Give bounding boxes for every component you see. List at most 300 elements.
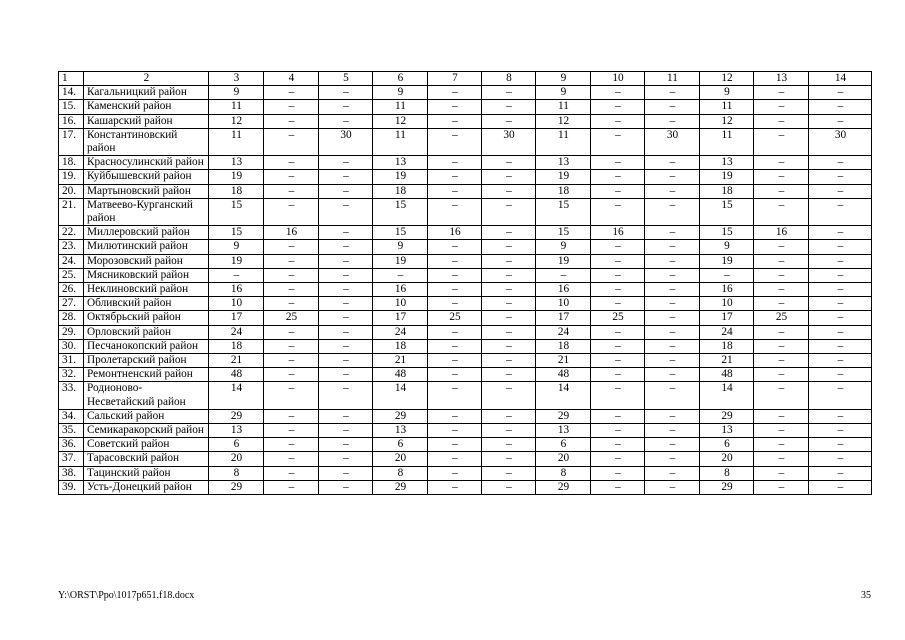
value-cell: – (264, 198, 319, 225)
header-cell: 13 (754, 72, 809, 86)
row-number: 14. (59, 86, 84, 100)
value-cell: 30 (319, 128, 373, 155)
value-cell: – (754, 409, 809, 423)
value-cell: 19 (536, 170, 591, 184)
table-row (59, 297, 872, 311)
value-cell: – (482, 254, 536, 268)
value-cell: – (591, 184, 645, 198)
value-cell: – (591, 297, 645, 311)
value-cell: – (428, 339, 482, 353)
value-cell: 11 (373, 100, 428, 114)
value-cell: – (264, 339, 319, 353)
value-cell: – (428, 480, 482, 494)
row-number: 29. (59, 325, 84, 339)
value-cell: 9 (700, 86, 754, 100)
district-name: Советский район (84, 438, 209, 452)
value-cell: – (264, 480, 319, 494)
value-cell: 8 (536, 466, 591, 480)
value-cell: – (645, 480, 700, 494)
value-cell: – (264, 382, 319, 409)
row-number: 38. (59, 466, 84, 480)
value-cell: – (809, 100, 872, 114)
value-cell: 16 (209, 283, 264, 297)
value-cell: 18 (209, 339, 264, 353)
value-cell: 8 (373, 466, 428, 480)
value-cell: 6 (209, 438, 264, 452)
value-cell: 6 (700, 438, 754, 452)
value-cell: – (428, 198, 482, 225)
value-cell: 48 (700, 368, 754, 382)
footer-file-path: Y:\ORST\Ppo\1017p651.f18.docx (58, 590, 195, 601)
value-cell: – (482, 424, 536, 438)
row-number: 23. (59, 240, 84, 254)
value-cell: – (809, 114, 872, 128)
value-cell: – (428, 409, 482, 423)
value-cell: 29 (700, 409, 754, 423)
table-row (59, 128, 872, 155)
value-cell: – (264, 100, 319, 114)
value-cell: 11 (700, 128, 754, 155)
value-cell: – (809, 409, 872, 423)
value-cell: – (809, 452, 872, 466)
value-cell: – (754, 382, 809, 409)
value-cell: 11 (209, 128, 264, 155)
row-number: 25. (59, 268, 84, 282)
header-cell: 9 (536, 72, 591, 86)
value-cell: – (264, 114, 319, 128)
row-number: 34. (59, 409, 84, 423)
value-cell: – (319, 268, 373, 282)
value-cell: – (482, 409, 536, 423)
value-cell: 15 (536, 226, 591, 240)
value-cell: 6 (536, 438, 591, 452)
value-cell: – (319, 424, 373, 438)
value-cell: – (482, 438, 536, 452)
value-cell: 10 (209, 297, 264, 311)
value-cell: 13 (700, 156, 754, 170)
value-cell: 24 (536, 325, 591, 339)
value-cell: – (645, 156, 700, 170)
value-cell: – (264, 452, 319, 466)
value-cell: – (645, 325, 700, 339)
row-number: 22. (59, 226, 84, 240)
value-cell: – (264, 184, 319, 198)
value-cell: – (809, 268, 872, 282)
value-cell: – (645, 254, 700, 268)
header-cell: 1 (59, 72, 84, 86)
value-cell: – (319, 452, 373, 466)
district-name: Мартыновский район (84, 184, 209, 198)
value-cell: 9 (373, 240, 428, 254)
value-cell: 24 (373, 325, 428, 339)
value-cell: 14 (536, 382, 591, 409)
value-cell: – (482, 100, 536, 114)
value-cell: – (536, 268, 591, 282)
row-number: 35. (59, 424, 84, 438)
value-cell: – (319, 368, 373, 382)
value-cell: 13 (209, 156, 264, 170)
value-cell: 17 (209, 311, 264, 325)
value-cell: 29 (209, 409, 264, 423)
value-cell: 15 (209, 226, 264, 240)
value-cell: 15 (209, 198, 264, 225)
value-cell: 9 (209, 240, 264, 254)
table-row (59, 409, 872, 423)
value-cell: – (809, 240, 872, 254)
district-name: Морозовский район (84, 254, 209, 268)
value-cell: 15 (373, 226, 428, 240)
value-cell: 6 (373, 438, 428, 452)
value-cell: 13 (373, 156, 428, 170)
value-cell: – (428, 382, 482, 409)
value-cell: – (645, 311, 700, 325)
value-cell: 29 (700, 480, 754, 494)
value-cell: – (754, 452, 809, 466)
value-cell: – (482, 480, 536, 494)
value-cell: – (591, 466, 645, 480)
value-cell: – (482, 226, 536, 240)
value-cell: – (264, 354, 319, 368)
value-cell: – (809, 424, 872, 438)
value-cell: – (482, 184, 536, 198)
value-cell: 18 (536, 339, 591, 353)
value-cell: – (591, 114, 645, 128)
table-header-row (59, 72, 872, 86)
value-cell: – (645, 198, 700, 225)
value-cell: – (319, 254, 373, 268)
value-cell: – (809, 368, 872, 382)
value-cell: 8 (209, 466, 264, 480)
value-cell: – (373, 268, 428, 282)
value-cell: – (591, 240, 645, 254)
value-cell: – (754, 438, 809, 452)
value-cell: 13 (536, 424, 591, 438)
header-cell: 8 (482, 72, 536, 86)
value-cell: – (482, 311, 536, 325)
value-cell: 9 (209, 86, 264, 100)
value-cell: 15 (373, 198, 428, 225)
district-name: Семикаракорский район (84, 424, 209, 438)
value-cell: – (754, 254, 809, 268)
value-cell: – (319, 114, 373, 128)
data-table-container (58, 71, 871, 495)
value-cell: – (809, 466, 872, 480)
value-cell: 20 (209, 452, 264, 466)
value-cell: – (809, 254, 872, 268)
value-cell: – (754, 268, 809, 282)
value-cell: 10 (373, 297, 428, 311)
value-cell: – (319, 86, 373, 100)
value-cell: 15 (536, 198, 591, 225)
value-cell: – (591, 198, 645, 225)
value-cell: 11 (536, 128, 591, 155)
value-cell: – (591, 128, 645, 155)
value-cell: – (809, 86, 872, 100)
value-cell: – (645, 452, 700, 466)
value-cell: – (645, 368, 700, 382)
value-cell: 15 (700, 198, 754, 225)
value-cell: – (319, 156, 373, 170)
value-cell: – (809, 170, 872, 184)
value-cell: – (754, 297, 809, 311)
value-cell: – (754, 339, 809, 353)
value-cell: – (645, 354, 700, 368)
table-row (59, 184, 872, 198)
table-row (59, 283, 872, 297)
value-cell: 9 (700, 240, 754, 254)
value-cell: 19 (209, 254, 264, 268)
value-cell: – (264, 254, 319, 268)
value-cell: 29 (373, 409, 428, 423)
value-cell: 20 (700, 452, 754, 466)
district-name: Пролетарский район (84, 354, 209, 368)
value-cell: 19 (700, 170, 754, 184)
value-cell: – (482, 156, 536, 170)
row-number: 32. (59, 368, 84, 382)
value-cell: 29 (209, 480, 264, 494)
value-cell: – (319, 198, 373, 225)
value-cell: – (482, 283, 536, 297)
value-cell: – (754, 184, 809, 198)
value-cell: – (809, 198, 872, 225)
row-number: 27. (59, 297, 84, 311)
district-name: Усть-Донецкий район (84, 480, 209, 494)
value-cell: – (591, 424, 645, 438)
district-name: Миллеровский район (84, 226, 209, 240)
value-cell: 16 (428, 226, 482, 240)
value-cell: – (264, 156, 319, 170)
value-cell: 14 (209, 382, 264, 409)
value-cell: – (319, 466, 373, 480)
value-cell: – (754, 480, 809, 494)
value-cell: 16 (700, 283, 754, 297)
district-name: Тарасовский район (84, 452, 209, 466)
value-cell: – (809, 226, 872, 240)
value-cell: – (319, 480, 373, 494)
value-cell: – (754, 283, 809, 297)
value-cell: 17 (700, 311, 754, 325)
table-row (59, 466, 872, 480)
value-cell: 19 (209, 170, 264, 184)
row-number: 21. (59, 198, 84, 225)
value-cell: – (482, 382, 536, 409)
table-row (59, 339, 872, 353)
district-name: Кагальницкий район (84, 86, 209, 100)
table-row (59, 354, 872, 368)
value-cell: – (645, 382, 700, 409)
value-cell: – (645, 184, 700, 198)
value-cell: 11 (700, 100, 754, 114)
value-cell: 48 (209, 368, 264, 382)
value-cell: – (264, 86, 319, 100)
value-cell: 16 (754, 226, 809, 240)
value-cell: 8 (700, 466, 754, 480)
value-cell: – (754, 325, 809, 339)
value-cell: – (428, 268, 482, 282)
value-cell: – (591, 100, 645, 114)
value-cell: 17 (536, 311, 591, 325)
district-name: Матвеево-Курганский район (84, 198, 209, 225)
value-cell: – (591, 438, 645, 452)
value-cell: – (645, 240, 700, 254)
value-cell: – (428, 297, 482, 311)
table-row (59, 240, 872, 254)
row-number: 20. (59, 184, 84, 198)
value-cell: – (319, 354, 373, 368)
value-cell: 11 (373, 128, 428, 155)
value-cell: – (428, 283, 482, 297)
value-cell: – (428, 114, 482, 128)
row-number: 28. (59, 311, 84, 325)
value-cell: – (319, 339, 373, 353)
value-cell: – (428, 184, 482, 198)
table-row (59, 480, 872, 494)
table-row (59, 198, 872, 225)
value-cell: – (809, 184, 872, 198)
value-cell: – (319, 297, 373, 311)
value-cell: 15 (700, 226, 754, 240)
value-cell: – (264, 283, 319, 297)
value-cell: 19 (700, 254, 754, 268)
value-cell: – (591, 254, 645, 268)
table-row (59, 325, 872, 339)
table-body (59, 72, 872, 495)
value-cell: – (809, 339, 872, 353)
value-cell: – (809, 382, 872, 409)
value-cell: – (591, 368, 645, 382)
value-cell: – (754, 156, 809, 170)
value-cell: – (319, 240, 373, 254)
value-cell: – (645, 466, 700, 480)
value-cell: – (482, 114, 536, 128)
value-cell: 18 (373, 339, 428, 353)
value-cell: – (482, 86, 536, 100)
value-cell: 9 (536, 240, 591, 254)
district-name: Обливский район (84, 297, 209, 311)
value-cell: 30 (482, 128, 536, 155)
value-cell: – (591, 325, 645, 339)
value-cell: – (428, 424, 482, 438)
value-cell: – (809, 297, 872, 311)
value-cell: – (482, 297, 536, 311)
value-cell: 13 (209, 424, 264, 438)
value-cell: – (482, 198, 536, 225)
header-cell: 7 (428, 72, 482, 86)
row-number: 37. (59, 452, 84, 466)
value-cell: 19 (373, 170, 428, 184)
value-cell: 20 (373, 452, 428, 466)
value-cell: – (428, 240, 482, 254)
row-number: 39. (59, 480, 84, 494)
table-row (59, 382, 872, 409)
header-cell: 5 (319, 72, 373, 86)
district-name: Тацинский район (84, 466, 209, 480)
table-row (59, 170, 872, 184)
value-cell: – (482, 268, 536, 282)
value-cell: 10 (700, 297, 754, 311)
value-cell: 21 (373, 354, 428, 368)
value-cell: 16 (264, 226, 319, 240)
value-cell: – (591, 452, 645, 466)
value-cell: – (482, 354, 536, 368)
value-cell: – (319, 100, 373, 114)
district-name: Мясниковский район (84, 268, 209, 282)
table-row (59, 452, 872, 466)
value-cell: – (482, 339, 536, 353)
value-cell: – (754, 424, 809, 438)
value-cell: – (264, 128, 319, 155)
row-number: 36. (59, 438, 84, 452)
value-cell: 24 (209, 325, 264, 339)
value-cell: – (319, 311, 373, 325)
value-cell: – (319, 382, 373, 409)
value-cell: 18 (700, 339, 754, 353)
value-cell: – (754, 114, 809, 128)
table-row (59, 424, 872, 438)
value-cell: – (319, 226, 373, 240)
value-cell: – (754, 354, 809, 368)
value-cell: 14 (700, 382, 754, 409)
value-cell: 30 (809, 128, 872, 155)
value-cell: – (754, 198, 809, 225)
header-cell: 12 (700, 72, 754, 86)
value-cell: 20 (536, 452, 591, 466)
value-cell: – (264, 368, 319, 382)
value-cell: 11 (536, 100, 591, 114)
value-cell: – (754, 466, 809, 480)
value-cell: 11 (209, 100, 264, 114)
value-cell: – (428, 170, 482, 184)
value-cell: 14 (373, 382, 428, 409)
value-cell: – (754, 368, 809, 382)
header-cell: 11 (645, 72, 700, 86)
value-cell: – (591, 409, 645, 423)
value-cell: 16 (591, 226, 645, 240)
value-cell: 12 (536, 114, 591, 128)
value-cell: 19 (536, 254, 591, 268)
district-name: Красносулинский район (84, 156, 209, 170)
value-cell: 16 (373, 283, 428, 297)
row-number: 31. (59, 354, 84, 368)
row-number: 18. (59, 156, 84, 170)
district-name: Куйбышевский район (84, 170, 209, 184)
value-cell: 25 (754, 311, 809, 325)
value-cell: 30 (645, 128, 700, 155)
value-cell: – (264, 325, 319, 339)
value-cell: – (319, 325, 373, 339)
value-cell: – (645, 114, 700, 128)
row-number: 17. (59, 128, 84, 155)
value-cell: – (428, 354, 482, 368)
header-cell: 2 (84, 72, 209, 86)
value-cell: – (645, 283, 700, 297)
row-number: 33. (59, 382, 84, 409)
value-cell: – (591, 382, 645, 409)
district-name: Константиновский район (84, 128, 209, 155)
value-cell: 24 (700, 325, 754, 339)
value-cell: – (209, 268, 264, 282)
value-cell: 13 (373, 424, 428, 438)
value-cell: – (428, 368, 482, 382)
value-cell: – (591, 156, 645, 170)
value-cell: – (754, 128, 809, 155)
table-row (59, 368, 872, 382)
value-cell: 25 (428, 311, 482, 325)
value-cell: – (591, 339, 645, 353)
value-cell: – (319, 184, 373, 198)
value-cell: – (754, 86, 809, 100)
district-name: Кашарский район (84, 114, 209, 128)
